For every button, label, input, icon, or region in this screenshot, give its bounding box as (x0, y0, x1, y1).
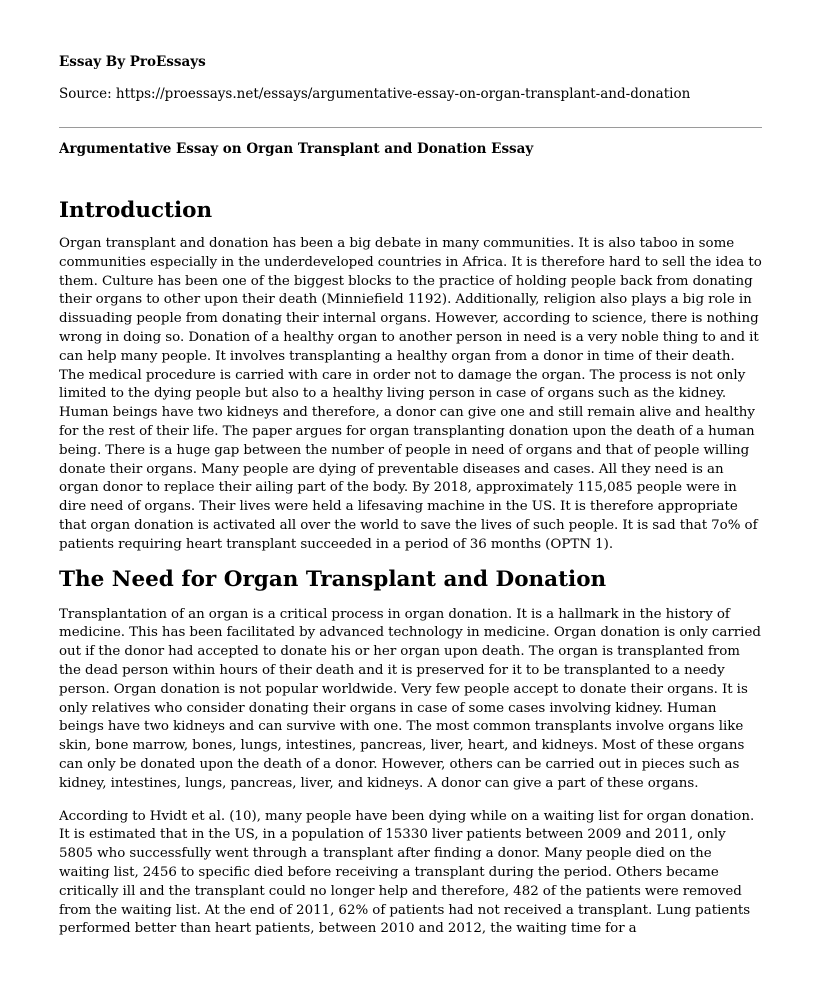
essay-body (59, 196, 762, 939)
section-heading-introduction: Introduction (59, 198, 213, 223)
document-title: Argumentative Essay on Organ Transplant and Donation Essay (59, 141, 534, 157)
need-paragraph-1: Transplantation of an organ is a critical process in organ donation. It is a hallmark in the history of medicine. This has been facilitated by advanced technology in medicine. Organ donation is only carried out if the donor had accepted to donate his or her organ upon death. The organ is transplanted from the dead person within hours of their death and it is preserved for it to be transplanted to a needy person. Organ donation is not popular worldwide. Very few people accept to donate their organs. It is only relatives who consider donating their organs in case of some cases involving kidney. Human beings have two kidneys and can survive with one. The most common transplants involve organs like skin, bone marrow, bones, lungs, intestines, pancreas, liver, heart, and kidneys. Most of these organs can only be donated upon the death of a donor. However, others can be carried out in pieces such as kidney, intestines, lungs, pancreas, liver, and kidneys. A donor can give a part of these organs. (59, 606, 761, 791)
source-url: https://proessays.net/essays/argumentative-essay-on-organ-transplant-and-donation (115, 86, 691, 102)
document-page (59, 0, 762, 996)
header-divider (59, 127, 762, 128)
introduction-paragraph: Organ transplant and donation has been a big debate in many communities. It is also taboo in some communities especially in the underdeveloped countries in Africa. It is therefore hard to sell the idea to them. Culture has been one of the biggest blocks to the practice of holding people back from donating their organs to other upon their death (Minniefield 1192). Additionally, religion also plays a big role in dissuading people from donating their internal organs. However, according to science, there is nothing wrong in doing so. Donation of a healthy organ to another person in need is a very noble thing to and it can help many people. It involves transplanting a healthy organ from a donor in time of their death. The medical procedure is carried with care in order not to damage the organ. The process is not only limited to the dying people but also to a healthy living person in case of organs such as the kidney. Human beings have two kidneys and therefore, a donor can give one and still remain alive and healthy for the rest of their life. The paper argues for organ transplanting donation upon the death of a human being. There is a huge gap between the number of people in need of organs and that of people willing donate their organs. Many people are dying of preventable diseases and cases. All they need is an organ donor to replace their ailing part of the body. By 2018, approximately 115,085 people were in dire need of organs. Their lives were held a lifesaving machine in the US. It is therefore appropriate that organ donation is activated all over the world to save the lives of such people. It is sad that 7o% of patients requiring heart transplant succeeded in a period of 36 months (OPTN 1). (59, 236, 762, 552)
source-prefix: Source: (59, 86, 116, 102)
source-line (59, 85, 690, 103)
essay-byline: Essay By ProEssays (59, 54, 206, 70)
section-heading-need-for-transplant: The Need for Organ Transplant and Donation (59, 566, 607, 592)
need-paragraph-2: According to Hvidt et al. (10), many people have been dying while on a waiting list for organ donation. It is estimated that in the US, in a population of 15330 liver patients between 2009 and 2011, only 5805 who successfully went through a transplant after finding a donor. Many people died on the waiting list, 2456 to specific died before receiving a transplant during the period. Others became critically ill and the transplant could no longer help and therefore, 482 of the patients were removed from the waiting list. At the end of 2011, 62% of patients had not received a transplant. Lung patients performed better than heart patients, between 2010 and 2012, the waiting time for a (59, 808, 755, 937)
